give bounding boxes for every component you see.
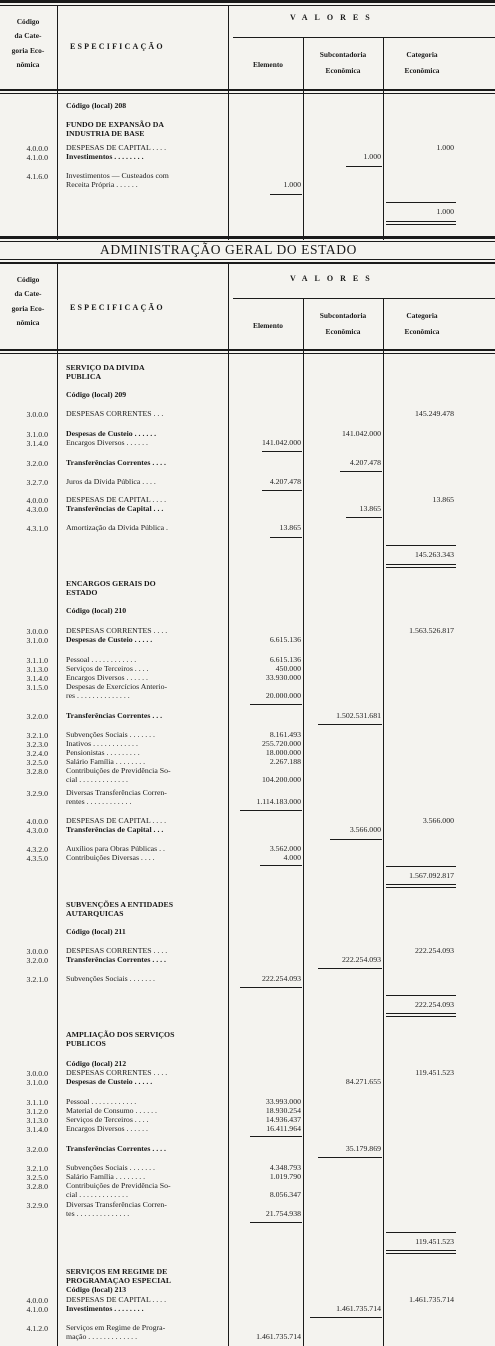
row-label: Transferências de Capital . . . xyxy=(66,504,164,513)
row-el: 450.000 xyxy=(275,664,301,673)
section-title: AMPLIAÇÃO DOS SERVIÇOS xyxy=(66,1030,175,1039)
row-label: DESPESAS CORRENTES . . . . xyxy=(66,946,168,955)
col-divider xyxy=(303,299,304,1346)
row-code: 3.1.0.0 xyxy=(26,1078,48,1087)
row-label: Transferências de Capital . . . xyxy=(66,825,164,834)
row-label: Receita Própria . . . . . . xyxy=(66,180,138,189)
section-title: ESTADO xyxy=(66,588,98,597)
subtotal-rule xyxy=(262,451,302,452)
header-bottom-rule-thin xyxy=(0,93,495,94)
row-el: 141.042.000 xyxy=(262,438,301,447)
row-code: 3.2.1.0 xyxy=(26,731,48,740)
col-sub-line: Subcontadoria xyxy=(319,50,367,59)
row-label: Contribuições Diversas . . . . xyxy=(66,853,155,862)
row-label: Serviços em Regime de Progra- xyxy=(66,1323,166,1332)
top-border-thin xyxy=(0,5,495,6)
row-sub: 222.254.093 xyxy=(342,955,381,964)
col-code-line: Código xyxy=(16,275,40,284)
row-label: Subvenções Sociais . . . . . . . xyxy=(66,974,156,983)
subtotal-rule xyxy=(346,517,382,518)
section-total: 145.263.343 xyxy=(415,550,454,559)
section-total: 222.254.093 xyxy=(415,1000,454,1009)
col-valores-header: VALORES xyxy=(290,274,377,283)
section-title: ENCARGOS GERAIS DO xyxy=(66,579,156,588)
col-code-line: goria Eco- xyxy=(11,45,45,55)
section-title: SERVIÇO DA DIVIDA xyxy=(66,363,145,372)
row-code: 3.2.0.0 xyxy=(26,712,48,721)
row-label: Salário Família . . . . . . . . xyxy=(66,757,146,766)
total-rule xyxy=(386,202,456,203)
col-cat-line: Econômica xyxy=(404,327,440,337)
row-el: 14.936.437 xyxy=(265,1115,301,1124)
row-label: Encargos Diversos . . . . . . xyxy=(66,1124,148,1133)
row-code: 3.1.1.0 xyxy=(26,1098,48,1107)
row-el: 2.267.188 xyxy=(269,757,301,766)
row-el: 4.207.478 xyxy=(269,477,301,486)
row-code: 3.1.3.0 xyxy=(26,1116,48,1125)
section-title: INDUSTRIA DE BASE xyxy=(66,129,145,138)
row-code: 3.2.8.0 xyxy=(26,767,48,776)
col-divider xyxy=(303,38,304,240)
row-label: Transferências Correntes . . . . xyxy=(66,458,166,467)
subtotal-rule xyxy=(340,471,382,472)
row-el: 33.930.000 xyxy=(265,673,301,682)
row-code: 3.2.5.0 xyxy=(26,1173,48,1182)
row-code: 4.3.1.0 xyxy=(26,524,48,533)
row-label: DESPESAS DE CAPITAL . . . . xyxy=(66,1295,167,1304)
section-title: SUBVENÇÕES A ENTIDADES xyxy=(66,900,174,909)
col-subcontadoria-header xyxy=(304,50,382,76)
row-cat: 222.254.093 xyxy=(415,946,454,955)
col-divider xyxy=(383,299,384,1346)
row-el: 4.000 xyxy=(283,853,301,862)
total-rule xyxy=(386,1013,456,1014)
row-label: Subvenções Sociais . . . . . . . xyxy=(66,1163,156,1172)
col-code-line: nômica xyxy=(16,59,40,69)
total-rule xyxy=(386,224,456,225)
col-code-header xyxy=(2,17,54,69)
row-el: 6.615.136 xyxy=(269,655,301,664)
row-sub: 4.207.478 xyxy=(349,458,381,467)
subtotal-rule xyxy=(330,839,382,840)
row-sub: 141.042.000 xyxy=(342,429,381,438)
total-rule xyxy=(386,221,456,222)
top-border xyxy=(0,0,495,3)
total-rule xyxy=(386,884,456,885)
row-code: 4.1.2.0 xyxy=(26,1324,48,1333)
subtotal-rule xyxy=(250,1136,302,1137)
section-title: PUBLICA xyxy=(66,372,102,381)
section-code: Código (local) 211 xyxy=(66,927,126,936)
header-bottom-rule-thin xyxy=(0,353,495,354)
row-label: Despesas de Custeio . . . . . xyxy=(66,1077,153,1086)
row-code: 4.3.2.0 xyxy=(26,845,48,854)
row-code: 4.1.0.0 xyxy=(26,1305,48,1314)
subtotal-rule xyxy=(260,865,302,866)
section-title: AUTARQUICAS xyxy=(66,909,124,918)
subtotal-rule xyxy=(250,1222,302,1223)
row-label: DESPESAS CORRENTES . . . . xyxy=(66,1068,168,1077)
row-label: Transferências Correntes . . . . xyxy=(66,1144,166,1153)
section-total: 1.567.092.817 xyxy=(409,871,454,880)
row-label: DESPESAS CORRENTES . . . xyxy=(66,409,164,418)
section-code: Código (local) 209 xyxy=(66,390,127,399)
row-el: 33.993.000 xyxy=(265,1097,301,1106)
subtotal-rule xyxy=(270,194,302,195)
row-el: 16.411.964 xyxy=(266,1124,301,1133)
header-bottom-rule xyxy=(0,349,495,351)
row-el: 13.865 xyxy=(279,523,301,532)
section-title: SERVIÇOS EM REGIME DE xyxy=(66,1267,168,1276)
row-label: DESPESAS DE CAPITAL . . . . xyxy=(66,143,167,152)
row-label: Investimentos . . . . . . . . xyxy=(66,1304,144,1313)
row-code: 3.2.9.0 xyxy=(26,789,48,798)
row-label: Investimentos . . . . . . . . xyxy=(66,152,144,161)
total-rule xyxy=(386,564,456,565)
subtotal-rule xyxy=(310,1317,382,1318)
col-divider xyxy=(383,38,384,240)
row-label: tes . . . . . . . . . . . . . . xyxy=(66,1209,130,1218)
section-total: 119.451.523 xyxy=(415,1237,454,1246)
row-code: 3.1.1.0 xyxy=(26,656,48,665)
section-title: PUBLICOS xyxy=(66,1039,106,1048)
row-label: Contribuições de Previdência So- xyxy=(66,766,171,775)
row-el: 18.000.000 xyxy=(265,748,301,757)
row-code: 3.2.4.0 xyxy=(26,749,48,758)
subtotal-rule xyxy=(346,166,382,167)
row-code: 3.1.5.0 xyxy=(26,683,48,692)
row-label: Transferências Correntes . . . . xyxy=(66,955,166,964)
col-divider xyxy=(228,264,229,1346)
row-code: 4.0.0.0 xyxy=(26,144,48,153)
row-el: 8.161.493 xyxy=(269,730,301,739)
row-label: Contribuições de Previdência So- xyxy=(66,1181,171,1190)
row-label: Amortização da Dívida Pública . xyxy=(66,523,168,532)
row-code: 3.2.0.0 xyxy=(26,956,48,965)
col-spec-header: ESPECIFICAÇÃO xyxy=(70,42,165,51)
total-rule xyxy=(386,1253,456,1254)
col-divider xyxy=(228,6,229,240)
row-cat: 119.451.523 xyxy=(415,1068,454,1077)
row-el: 8.056.347 xyxy=(269,1190,301,1199)
header-bottom-rule xyxy=(0,89,495,91)
row-code: 3.1.0.0 xyxy=(26,636,48,645)
col-valores-header: VALORES xyxy=(290,13,377,22)
row-label: Auxílios para Obras Públicas . . xyxy=(66,844,165,853)
col-divider xyxy=(57,264,58,1346)
col-code-line: nômica xyxy=(16,317,40,327)
row-code: 3.1.2.0 xyxy=(26,1107,48,1116)
total-rule xyxy=(386,1232,456,1233)
row-code: 4.3.0.0 xyxy=(26,826,48,835)
row-label: cial . . . . . . . . . . . . . xyxy=(66,1190,128,1199)
total-rule xyxy=(386,995,456,996)
row-sub: 13.865 xyxy=(359,504,381,513)
row-code: 3.2.0.0 xyxy=(26,459,48,468)
row-code: 3.2.9.0 xyxy=(26,1201,48,1210)
row-label: Inativos . . . . . . . . . . . . xyxy=(66,739,138,748)
row-label: Serviços de Terceiros . . . . xyxy=(66,664,149,673)
col-categoria-header xyxy=(386,50,458,76)
row-el: 21.754.938 xyxy=(265,1209,301,1218)
row-code: 4.0.0.0 xyxy=(26,496,48,505)
row-cat: 145.249.478 xyxy=(415,409,454,418)
total-rule xyxy=(386,1250,456,1251)
section-separator xyxy=(0,236,495,239)
row-code: 3.2.1.0 xyxy=(26,975,48,984)
row-label: mação . . . . . . . . . . . . . xyxy=(66,1332,138,1341)
row-cat: 1.461.735.714 xyxy=(409,1295,454,1304)
subtotal-rule xyxy=(318,1157,382,1158)
col-cat-line: Econômica xyxy=(404,66,440,76)
row-label: Material de Consumo . . . . . . xyxy=(66,1106,157,1115)
row-el: 1.114.183.000 xyxy=(256,797,301,806)
col-subcontadoria-header xyxy=(304,311,382,337)
col-code-line: goria Eco- xyxy=(11,303,45,313)
row-label: rentes . . . . . . . . . . . . xyxy=(66,797,132,806)
subtotal-rule xyxy=(240,987,302,988)
row-label: Encargos Diversos . . . . . . xyxy=(66,438,148,447)
banner-title: ADMINISTRAÇÃO GERAL DO ESTADO xyxy=(100,242,357,257)
row-label: Salário Família . . . . . . . . xyxy=(66,1172,146,1181)
row-code: 3.0.0.0 xyxy=(26,627,48,636)
row-label: Despesas de Custeio . . . . . . xyxy=(66,429,157,438)
row-label: Diversas Transferências Corren- xyxy=(66,1200,167,1209)
row-sub: 1.000 xyxy=(363,152,381,161)
row-el: 1.000 xyxy=(283,180,301,189)
row-el: 18.930.254 xyxy=(265,1106,301,1115)
row-el: 3.562.000 xyxy=(269,844,301,853)
row-code: 3.1.3.0 xyxy=(26,665,48,674)
col-categoria-header xyxy=(386,311,458,337)
row-el: 6.615.136 xyxy=(269,635,301,644)
row-el: 4.348.793 xyxy=(269,1163,301,1172)
row-code: 3.2.7.0 xyxy=(26,478,48,487)
row-el: 255.720.000 xyxy=(262,739,301,748)
row-code: 3.0.0.0 xyxy=(26,1069,48,1078)
row-sub: 1.461.735.714 xyxy=(336,1304,381,1313)
row-cat: 1.000 xyxy=(436,143,454,152)
row-code: 3.0.0.0 xyxy=(26,947,48,956)
row-label: Despesas de Exercícios Anterio- xyxy=(66,682,168,691)
col-code-line: da Cate- xyxy=(14,31,42,41)
valores-divider xyxy=(233,298,495,299)
row-code: 4.0.0.0 xyxy=(26,817,48,826)
row-sub: 1.502.531.681 xyxy=(336,711,381,720)
col-spec-header: ESPECIFICAÇÃO xyxy=(70,303,165,312)
row-el: 1.019.790 xyxy=(269,1172,301,1181)
row-code: 3.2.1.0 xyxy=(26,1164,48,1173)
row-label: DESPESAS DE CAPITAL . . . . xyxy=(66,816,167,825)
row-cat: 1.563.526.817 xyxy=(409,626,454,635)
row-label: Juros da Dívida Pública . . . . xyxy=(66,477,156,486)
section-code: Código (local) 210 xyxy=(66,606,127,615)
row-code: 4.0.0.0 xyxy=(26,1296,48,1305)
subtotal-rule xyxy=(262,490,302,491)
row-label: Pensionistas . . . . . . . . . xyxy=(66,748,140,757)
row-sub: 3.566.000 xyxy=(349,825,381,834)
row-label: Serviços de Terceiros . . . . xyxy=(66,1115,149,1124)
total-rule xyxy=(386,567,456,568)
row-el: 104.200.000 xyxy=(262,775,301,784)
subtotal-rule xyxy=(250,704,302,705)
row-label: Transferências Correntes . . . xyxy=(66,711,163,720)
row-code: 3.2.0.0 xyxy=(26,1145,48,1154)
row-code: 3.1.4.0 xyxy=(26,1125,48,1134)
row-el: 20.000.000 xyxy=(265,691,301,700)
col-code-line: da Cate- xyxy=(14,289,42,299)
row-sub: 35.179.869 xyxy=(345,1144,381,1153)
row-el: 1.461.735.714 xyxy=(256,1332,301,1341)
col-code-header xyxy=(2,275,54,327)
subtotal-rule xyxy=(270,537,302,538)
row-code: 3.1.0.0 xyxy=(26,430,48,439)
row-code: 3.2.5.0 xyxy=(26,758,48,767)
col-sub-line: Econômica xyxy=(325,327,361,337)
row-label: Subvenções Sociais . . . . . . . xyxy=(66,730,156,739)
row-code: 4.1.6.0 xyxy=(26,172,48,181)
col-cat-line: Categoria xyxy=(406,50,438,59)
row-code: 4.3.5.0 xyxy=(26,854,48,863)
row-label: Pessoal . . . . . . . . . . . . xyxy=(66,1097,137,1106)
row-code: 3.0.0.0 xyxy=(26,410,48,419)
row-label: DESPESAS CORRENTES . . . . xyxy=(66,626,168,635)
col-code-line: Código xyxy=(16,17,40,26)
total-rule xyxy=(386,866,456,867)
row-el: 222.254.093 xyxy=(262,974,301,983)
valores-divider xyxy=(233,37,495,38)
row-sub: 84.271.655 xyxy=(345,1077,381,1086)
row-label: Investimentos — Custeados com xyxy=(66,171,169,180)
row-label: Encargos Diversos . . . . . . xyxy=(66,673,148,682)
col-elemento-header: Elemento xyxy=(253,60,283,69)
row-code: 3.1.4.0 xyxy=(26,674,48,683)
row-label: Despesas de Custeio . . . . . xyxy=(66,635,153,644)
row-code: 3.1.4.0 xyxy=(26,439,48,448)
subtotal-rule xyxy=(240,810,302,811)
row-label: res . . . . . . . . . . . . . . xyxy=(66,691,130,700)
total-rule xyxy=(386,1016,456,1017)
row-code: 4.1.0.0 xyxy=(26,153,48,162)
row-code: 3.2.8.0 xyxy=(26,1182,48,1191)
table2-top-thick xyxy=(0,262,495,264)
table2-top xyxy=(0,259,495,260)
row-cat: 3.566.000 xyxy=(422,816,454,825)
col-sub-line: Subcontadoria xyxy=(319,311,367,320)
col-cat-line: Categoria xyxy=(406,311,438,320)
col-divider xyxy=(57,6,58,240)
section-total: 1.000 xyxy=(436,207,454,216)
col-elemento-header: Elemento xyxy=(253,321,283,330)
row-label: Pessoal . . . . . . . . . . . . xyxy=(66,655,137,664)
row-label: DESPESAS DE CAPITAL . . . . xyxy=(66,495,167,504)
section-title: FUNDO DE EXPANSÃO DA xyxy=(66,120,164,129)
total-rule xyxy=(386,545,456,546)
section-code: Código (local) 213 xyxy=(66,1285,127,1294)
subtotal-rule xyxy=(318,724,382,725)
row-label: cial . . . . . . . . . . . . . xyxy=(66,775,128,784)
row-code: 3.2.3.0 xyxy=(26,740,48,749)
section-code: Código (local) 212 xyxy=(66,1059,127,1068)
total-rule xyxy=(386,887,456,888)
subtotal-rule xyxy=(318,968,382,969)
col-sub-line: Econômica xyxy=(325,66,361,76)
row-cat: 13.865 xyxy=(432,495,454,504)
row-code: 4.3.0.0 xyxy=(26,505,48,514)
section-code: Código (local) 208 xyxy=(66,101,127,110)
section-title: PROGRAMAÇAO ESPECIAL xyxy=(66,1276,172,1285)
row-label: Diversas Transferências Corren- xyxy=(66,788,167,797)
